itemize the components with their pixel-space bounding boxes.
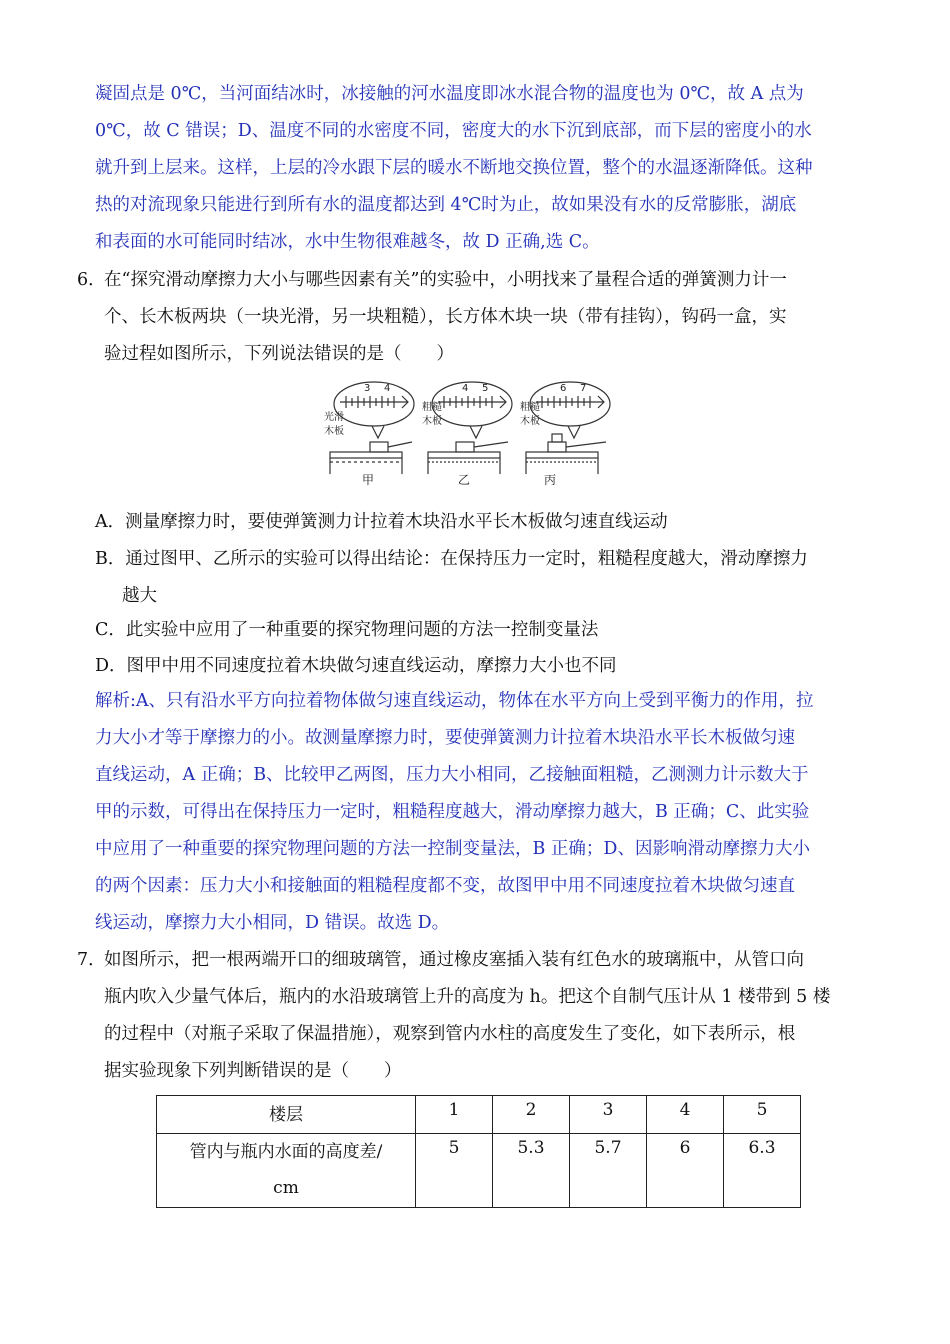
- question-6-stem: [77, 262, 877, 373]
- stem-line: 的过程中（对瓶子采取了保温措施），观察到管内水柱的高度发生了变化，如下表所示，根: [104, 1024, 796, 1044]
- table-row: [157, 1096, 801, 1134]
- stem-line: 瓶内吹入少量气体后，瓶内的水沿玻璃管上升的高度为 h。把这个自制气压计从 1 楼带到 5 楼: [104, 987, 831, 1007]
- row-label-line: 管内与瓶内水面的高度差/: [189, 1142, 383, 1162]
- scale-number: 7: [580, 383, 587, 394]
- scale-number: 6: [560, 383, 567, 394]
- scale-number: 4: [462, 383, 469, 394]
- question-6-analysis: [95, 683, 814, 942]
- table-cell: 2: [493, 1096, 570, 1134]
- table-cell: 4: [647, 1096, 724, 1134]
- analysis-line: 甲的示数，可得出在保持压力一定时，粗糙程度越大，滑动摩擦力越大，B 正确；C、此实验: [95, 802, 810, 822]
- option-c: C．此实验中应用了一种重要的探究物理问题的方法一控制变量法: [95, 620, 599, 640]
- option-b-continuation: 越大: [122, 586, 157, 606]
- table-cell: 5: [416, 1134, 493, 1208]
- label-rough: 粗糙: [520, 402, 540, 413]
- label-smooth: 光滑: [324, 412, 344, 423]
- answer-line: 就升到上层来。这样，上层的冷水跟下层的暖水不断地交换位置，整个的水温逐渐降低。这种: [95, 158, 813, 178]
- option-a: A．测量摩擦力时，要使弹簧测力计拉着木块沿水平长木板做匀速直线运动: [95, 512, 668, 532]
- table-cell: 1: [416, 1096, 493, 1134]
- previous-answer: [95, 76, 813, 261]
- setup-bing: [526, 382, 610, 474]
- setup-yi: [428, 382, 512, 474]
- stem-line: 如图所示，把一根两端开口的细玻璃管，通过橡皮塞插入装有红色水的玻璃瓶中，从管口向: [104, 950, 804, 970]
- table-cell: 5: [724, 1096, 801, 1134]
- scale-number: 5: [482, 383, 489, 394]
- friction-experiment-figure: [322, 378, 622, 488]
- analysis-line: 线运动，摩擦力大小相同，D 错误。故选 D。: [95, 913, 450, 933]
- table-cell: 6: [647, 1134, 724, 1208]
- caption-jia: 甲: [362, 473, 375, 487]
- label-board: 木板: [324, 426, 344, 437]
- row-label-line: cm: [273, 1178, 299, 1198]
- stem-line: 据实验现象下列判断错误的是（ ）: [104, 1061, 402, 1081]
- analysis-line: 中应用了一种重要的探究物理问题的方法一控制变量法，B 正确；D、因影响滑动摩擦力大小: [95, 839, 810, 859]
- answer-line: 热的对流现象只能进行到所有水的温度都达到 4℃时为止，故如果没有水的反常膨胀，湖底: [95, 195, 797, 215]
- table-cell: 5.3: [493, 1134, 570, 1208]
- analysis-line: 直线运动，A 正确；B、比较甲乙两图，压力大小相同，乙接触面粗糙，乙测测力计示数大于: [95, 765, 809, 785]
- floor-height-table: [156, 1095, 801, 1208]
- question-7-stem: [77, 942, 877, 1090]
- table-row: [157, 1134, 801, 1208]
- analysis-line: 力大小才等于摩擦力的小。故测量摩擦力时，要使弹簧测力计拉着木块沿水平长木板做匀速: [95, 728, 795, 748]
- table-cell: 5.7: [570, 1134, 647, 1208]
- answer-line: 凝固点是 0℃，当河面结冰时，冰接触的河水温度即冰水混合物的温度也为 0℃，故 A 点为: [95, 84, 804, 104]
- table-cell: 6.3: [724, 1134, 801, 1208]
- question-number: 6．: [77, 270, 106, 290]
- stem-line: 验过程如图所示，下列说法错误的是（ ）: [104, 344, 454, 364]
- label-board: 木板: [422, 416, 442, 427]
- analysis-line: 的两个因素：压力大小和接触面的粗糙程度都不变，故图甲中用不同速度拉着木块做匀速直: [95, 876, 795, 896]
- answer-line: 0℃，故 C 错误；D、温度不同的水密度不同，密度大的水下沉到底部，而下层的密度小的水: [95, 121, 812, 141]
- scale-number: 4: [384, 383, 391, 394]
- caption-yi: 乙: [458, 473, 471, 487]
- scale-number: 3: [364, 383, 371, 394]
- answer-line: 和表面的水可能同时结冰，水中生物很难越冬，故 D 正确,选 C。: [95, 232, 600, 252]
- analysis-line: 解析:A、只有沿水平方向拉着物体做匀速直线运动，物体在水平方向上受到平衡力的作用，拉: [95, 691, 814, 711]
- table-header-cell: [157, 1134, 416, 1208]
- question-number: 7．: [77, 950, 106, 970]
- label-board: 木板: [520, 416, 540, 427]
- option-b: B．通过图甲、乙所示的实验可以得出结论：在保持压力一定时，粗糙程度越大，滑动摩擦力: [95, 549, 808, 569]
- table-header-cell: 楼层: [157, 1096, 416, 1134]
- stem-line: 在“探究滑动摩擦力大小与哪些因素有关”的实验中，小明找来了量程合适的弹簧测力计一: [104, 270, 787, 290]
- table-cell: 3: [570, 1096, 647, 1134]
- option-d: D．图甲中用不同速度拉着木块做匀速直线运动，摩擦力大小也不同: [95, 656, 617, 676]
- label-rough: 粗糙: [422, 402, 442, 413]
- stem-line: 个、长木板两块（一块光滑，另一块粗糙），长方体木块一块（带有挂钩），钩码一盒，实: [104, 307, 787, 327]
- caption-bing: 丙: [544, 473, 557, 487]
